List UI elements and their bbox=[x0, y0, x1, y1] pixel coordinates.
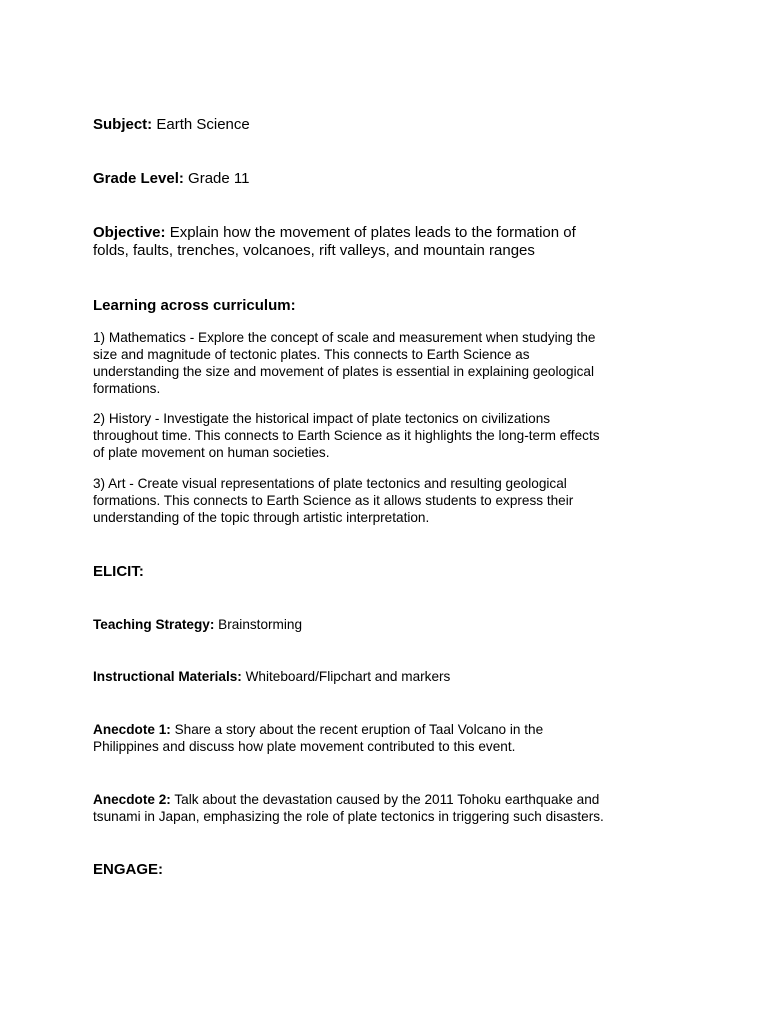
anecdote-1-text-2: Philippines and discuss how plate movement contributed to this event. bbox=[93, 739, 516, 754]
anecdote-2 bbox=[93, 791, 683, 825]
grade-level-label: Grade Level: bbox=[93, 170, 184, 187]
learning-heading-text: Learning across curriculum: bbox=[93, 297, 296, 314]
learning-item-mathematics bbox=[93, 329, 683, 397]
learning-item-line: formations. This connects to Earth Science as it allows students to express their bbox=[93, 493, 574, 508]
learning-item-line: understanding the size and movement of plates is essential in explaining geological bbox=[93, 364, 595, 379]
objective-line-2 bbox=[93, 242, 535, 260]
anecdote-1-line-1 bbox=[93, 721, 683, 738]
objective-text-1: Explain how the movement of plates leads to the formation of bbox=[169, 224, 576, 241]
objective-label: Objective: bbox=[93, 224, 166, 241]
objective-line-1 bbox=[93, 224, 576, 242]
instructional-materials-value: Whiteboard/Flipchart and markers bbox=[245, 669, 451, 684]
anecdote-2-text-1: Talk about the devastation caused by the 2011 Tohoku earthquake and bbox=[174, 792, 600, 807]
learning-item-line: of plate movement on human societies. bbox=[93, 445, 330, 460]
engage-heading-text: ENGAGE: bbox=[93, 861, 164, 878]
teaching-strategy-line bbox=[93, 616, 302, 633]
teaching-strategy-label: Teaching Strategy: bbox=[93, 617, 215, 632]
learning-item-line: formations. bbox=[93, 381, 161, 396]
anecdote-1 bbox=[93, 721, 683, 755]
learning-heading bbox=[93, 297, 296, 315]
subject-value: Earth Science bbox=[156, 116, 250, 133]
learning-item-line: size and magnitude of tectonic plates. This connects to Earth Science as bbox=[93, 347, 530, 362]
learning-item-line: understanding of the topic through artistic interpretation. bbox=[93, 510, 430, 525]
anecdote-1-label: Anecdote 1: bbox=[93, 722, 171, 737]
objective-text-2: folds, faults, trenches, volcanoes, rift valleys, and mountain ranges bbox=[93, 242, 535, 259]
instructional-materials-label: Instructional Materials: bbox=[93, 669, 242, 684]
learning-item-art bbox=[93, 475, 683, 526]
teaching-strategy-value: Brainstorming bbox=[218, 617, 303, 632]
learning-item-line: 3) Art - Create visual representations of plate tectonics and resulting geological bbox=[93, 476, 567, 491]
subject-label: Subject: bbox=[93, 116, 153, 133]
learning-item-history bbox=[93, 410, 683, 461]
elicit-heading bbox=[93, 563, 144, 581]
learning-item-line: 1) Mathematics - Explore the concept of scale and measurement when studying the bbox=[93, 330, 596, 345]
anecdote-2-line-1 bbox=[93, 791, 683, 808]
engage-heading bbox=[93, 861, 163, 879]
learning-item-line: 2) History - Investigate the historical impact of plate tectonics on civilizations bbox=[93, 411, 551, 426]
elicit-heading-text: ELICIT: bbox=[93, 563, 144, 580]
instructional-materials-line bbox=[93, 668, 450, 685]
anecdote-1-text-1: Share a story about the recent eruption of Taal Volcano in the bbox=[174, 722, 544, 737]
grade-level-line bbox=[93, 170, 249, 188]
learning-item-line: throughout time. This connects to Earth Science as it highlights the long-term effects bbox=[93, 428, 600, 443]
subject-line bbox=[93, 116, 250, 134]
anecdote-2-label: Anecdote 2: bbox=[93, 792, 171, 807]
anecdote-2-text-2: tsunami in Japan, emphasizing the role of plate tectonics in triggering such disasters. bbox=[93, 809, 604, 824]
grade-level-value: Grade 11 bbox=[188, 170, 250, 187]
